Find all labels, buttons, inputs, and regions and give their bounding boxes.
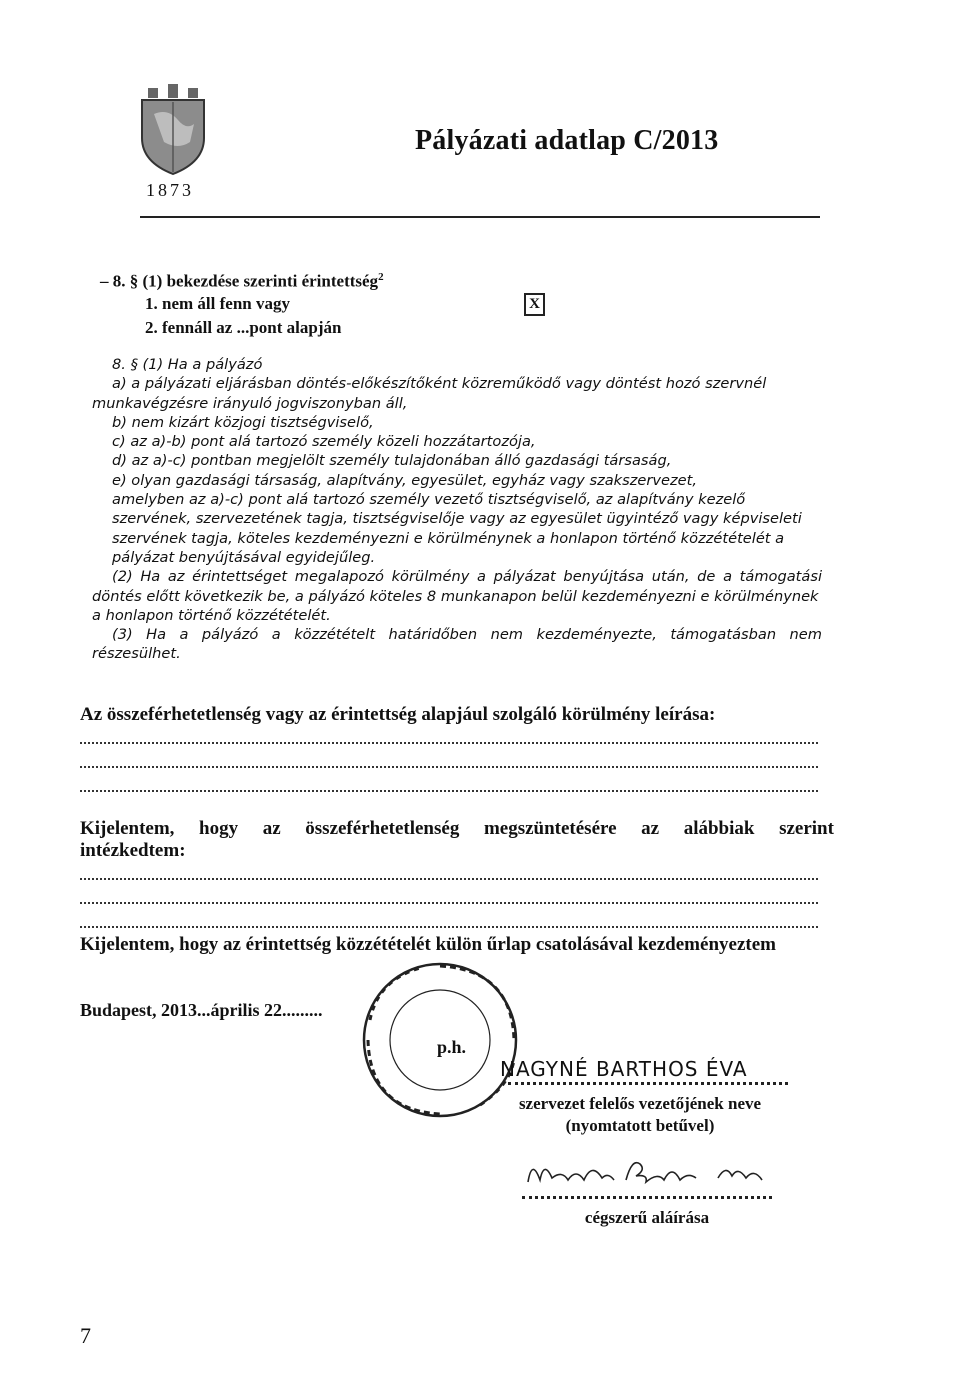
decl-word: az [262,818,281,839]
option-checkbox[interactable]: X [524,293,545,316]
printed-name: NAGYNÉ BARTHOS ÉVA [500,1057,748,1081]
legal-item-a-line1: a) a pályázati eljárásban döntés-előkészítőként közreműködő vagy döntést hozó szervnél [112,375,767,393]
legal-item-e-line5: pályázat benyújtásával egyidejűleg. [112,548,376,566]
place-date-text: Budapest, 2013...április 22 [80,1000,283,1020]
option-not-applicable: 1. nem áll fenn vagy [145,294,290,313]
decl-word: az [641,818,660,839]
decl-word: megszüntetésére [483,818,617,839]
declaration-measures-line2: intézkedtem: [80,840,186,861]
page-number: 7 [80,1323,91,1348]
legal-para3-line1: (3) Ha a pályázó a közzétételt határidőben nem kezdeményezte, támogatásban nem [112,626,822,644]
decl-word: hogy [199,818,239,839]
measures-line-2[interactable] [80,902,818,904]
description-line-3[interactable] [80,790,818,792]
stamp-center-label: p.h. [437,1037,467,1057]
legal-item-e-line4: szervének tagja, köteles kezdeményezni e körülménynek a honlapon történő közzétételét a [112,529,785,547]
page-title: Pályázati adatlap C/2013 [415,125,719,156]
legal-item-d: d) az a)-c) pontban megjelölt személy tulajdonában álló gazdasági társaság, [112,452,672,470]
legal-item-b: b) nem kizárt közjogi tisztségviselő, [112,413,374,431]
measures-line-3[interactable] [80,926,818,928]
footnote-mark: 2 [378,271,384,283]
city-coat-of-arms-logo [134,80,212,190]
declaration-publication: Kijelentem, hogy az érintettség közzétételét külön űrlap csatolásával kezdeményeztem [80,934,776,955]
handwritten-signature [522,1150,772,1195]
legal-para2-line1: (2) Ha az érintettséget megalapozó körülmény a pályázat benyújtása után, de a támogatási [112,568,822,586]
name-caption-line1: szervezet felelős vezetőjének neve [518,1094,762,1113]
header-divider [140,216,820,218]
legal-para1-intro: 8. § (1) Ha a pályázó [112,356,263,373]
name-caption-line2: (nyomtatott betűvel) [565,1116,715,1135]
place-date-dots: ......... [282,1000,323,1020]
option-applicable: 2. fennáll az ...pont alapján [145,318,342,337]
legal-para2-line3: a honlapon történő közzétételét. [92,606,331,624]
decl-word: Kijelentem, [80,818,175,839]
decl-word: szerint [779,818,834,839]
section8-heading-text: – 8. § (1) bekezdése szerinti érintettség [100,271,379,291]
place-date [80,1000,323,1021]
declaration-measures-line1 [80,818,834,840]
legal-para2-line2: döntés előtt következik be, a pályázó köteles 8 munkanapon belül kezdeményezni e körülménynek [92,587,819,605]
legal-item-a-line2: munkavégzésre irányuló jogviszonyban áll, [92,394,408,412]
legal-item-e-line2: amelyben az a)-c) pont alá tartozó személy vezető tisztségviselő, az alapítvány kezelő [112,491,746,509]
legal-item-e-line1: e) olyan gazdasági társaság, alapítvány, egyesület, egyház vagy szakszervezet, [112,471,697,489]
legal-para3-line2: részesülhet. [92,645,181,663]
description-heading: Az összeférhetetlenség vagy az érintettség alapjául szolgáló körülmény leírása: [80,704,716,725]
description-line-2[interactable] [80,766,818,768]
declaration-measures [80,818,834,862]
measures-line-1[interactable] [80,878,818,880]
legal-item-e-line3: szervének, szervezetének tagja, tisztségviselője vagy az egyesület ügyintéző vagy képviseleti [112,510,802,528]
description-line-1[interactable] [80,742,818,744]
name-dotted-line [508,1082,788,1085]
decl-word: összeférhetetlenség [305,818,460,839]
section8-heading [100,271,384,292]
crest-caption: 1873 [146,180,194,200]
decl-word: alábbiak [683,818,755,839]
signature-dotted-line [522,1196,772,1199]
legal-text-block [92,355,822,664]
legal-item-c: c) az a)-b) pont alá tartozó személy közeli hozzátartozója, [112,433,536,451]
signature-caption: cégszerű aláírása [584,1208,710,1227]
